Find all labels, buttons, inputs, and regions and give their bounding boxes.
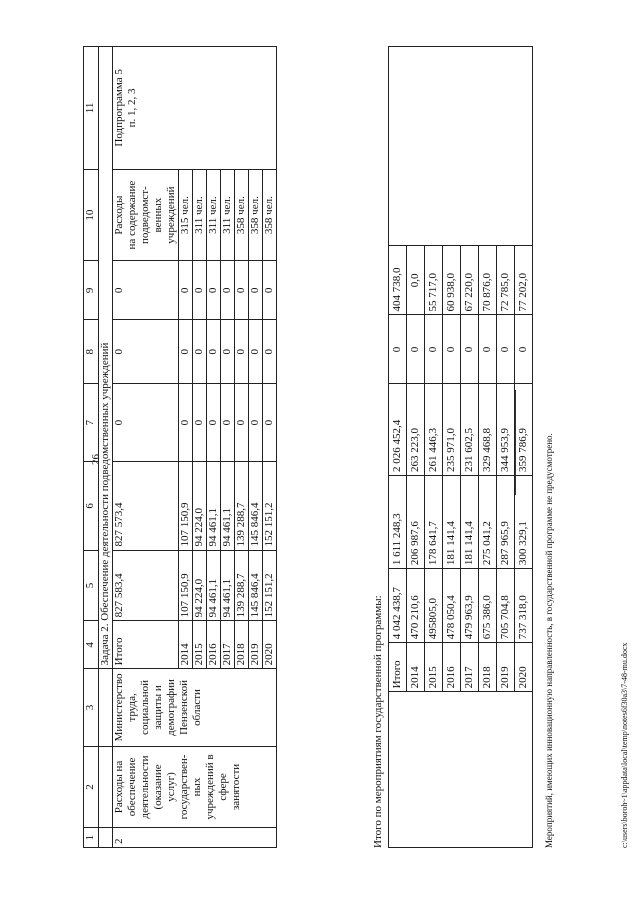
summary-row: Итого 4 042 438,7 1 611 248,3 2 026 452,4 0 404 738,0	[389, 47, 407, 848]
col-header: 3	[84, 669, 99, 746]
table-row: 2018 139 288,7 139 288,7 0 0 0 358 чел.	[235, 47, 249, 848]
col-header: 2	[84, 746, 99, 828]
summary-row: 2015 495805,0 178 641,7 261 446,3 0 55 717,0	[425, 47, 443, 848]
summary-row: 2017 479 963,9 181 141,4 231 602,5 0 67 220,0	[461, 47, 479, 848]
col-header: 10	[84, 169, 99, 261]
total-c5: 827 583,4	[113, 550, 179, 621]
summary-row: 2016 478 050,4 181 141,4 235 971,0 0 60 938,0	[443, 47, 461, 848]
total-c7: 0	[113, 384, 179, 462]
col-header: 7	[84, 384, 99, 462]
col-header: 11	[84, 47, 99, 170]
expense-name-cell: Расходы на обеспечение деятельности (оказание услуг) государствен- ных учреждений в сфере занятости	[113, 746, 277, 828]
summary-row: 2019 705 704,8 287 965,9 344 953,9 0 72 785,0	[497, 47, 515, 848]
total-c9: 0	[113, 261, 179, 320]
ministry-cell: Министерство труда, социальной защиты и демографии Пензенской области	[113, 669, 277, 746]
table-row: 2017 94 461,1 94 461,1 0 0 0 311 чел.	[221, 47, 235, 848]
column-number-row	[84, 47, 99, 848]
separator-line	[515, 390, 516, 495]
row-number: 2	[113, 828, 277, 848]
total-label: Итого	[113, 621, 179, 669]
task-title: Задача 2. Обеспечение деятельности подведомственных учреждений	[99, 47, 113, 669]
table-row: 2019 145 846,4 145 846,4 0 0 0 358 чел.	[249, 47, 263, 848]
task-title-row	[99, 47, 113, 848]
summary-row: 2020 737 318,0 300 329,1 359 786,9 0 77 202,0	[515, 47, 533, 848]
table-row: 2014 107 150,9 107 150,9 0 0 0 315 чел.	[179, 47, 193, 848]
page-number: 26	[90, 454, 102, 465]
footnote: Мероприятий, имеющих инновационную направленность, в государственной программе не предусмотрено.	[544, 433, 554, 848]
subprogram-cell: Подпрограмма 5 п. 1, 2, 3	[113, 47, 277, 170]
col-header: 9	[84, 261, 99, 320]
table-row: 2016 94 461,1 94 461,1 0 0 0 311 чел.	[207, 47, 221, 848]
program-table	[83, 46, 277, 848]
table-row: 2020 152 151,2 152 151,2 0 0 0 358 чел.	[263, 47, 277, 848]
col-header: 1	[84, 828, 99, 848]
indicator-cell: Расходы на содержание подведомст- венных учреждений	[113, 169, 179, 261]
summary-row: 2018 675 386,0 275 041,2 329 468,8 0 70 876,0	[479, 47, 497, 848]
col-header: 4	[84, 621, 99, 669]
summary-table	[388, 46, 533, 848]
total-c6: 827 573,4	[113, 462, 179, 550]
file-path: c:\users\boroh~1\appdata\local\temp\notes6f30a3\7-48-mu.docx	[620, 642, 629, 848]
summary-row: 2014 470 210,6 206 987,6 263 223,0 0 0,0	[407, 47, 425, 848]
col-header: 8	[84, 320, 99, 384]
col-header: 6	[84, 462, 99, 550]
total-c8: 0	[113, 320, 179, 384]
table-row: 2015 94 224,0 94 224,0 0 0 0 311 чел.	[193, 47, 207, 848]
col-header: 5	[84, 550, 99, 621]
summary-title: Итого по мероприятиям государственной программы:	[372, 595, 384, 848]
total-row	[113, 47, 179, 848]
